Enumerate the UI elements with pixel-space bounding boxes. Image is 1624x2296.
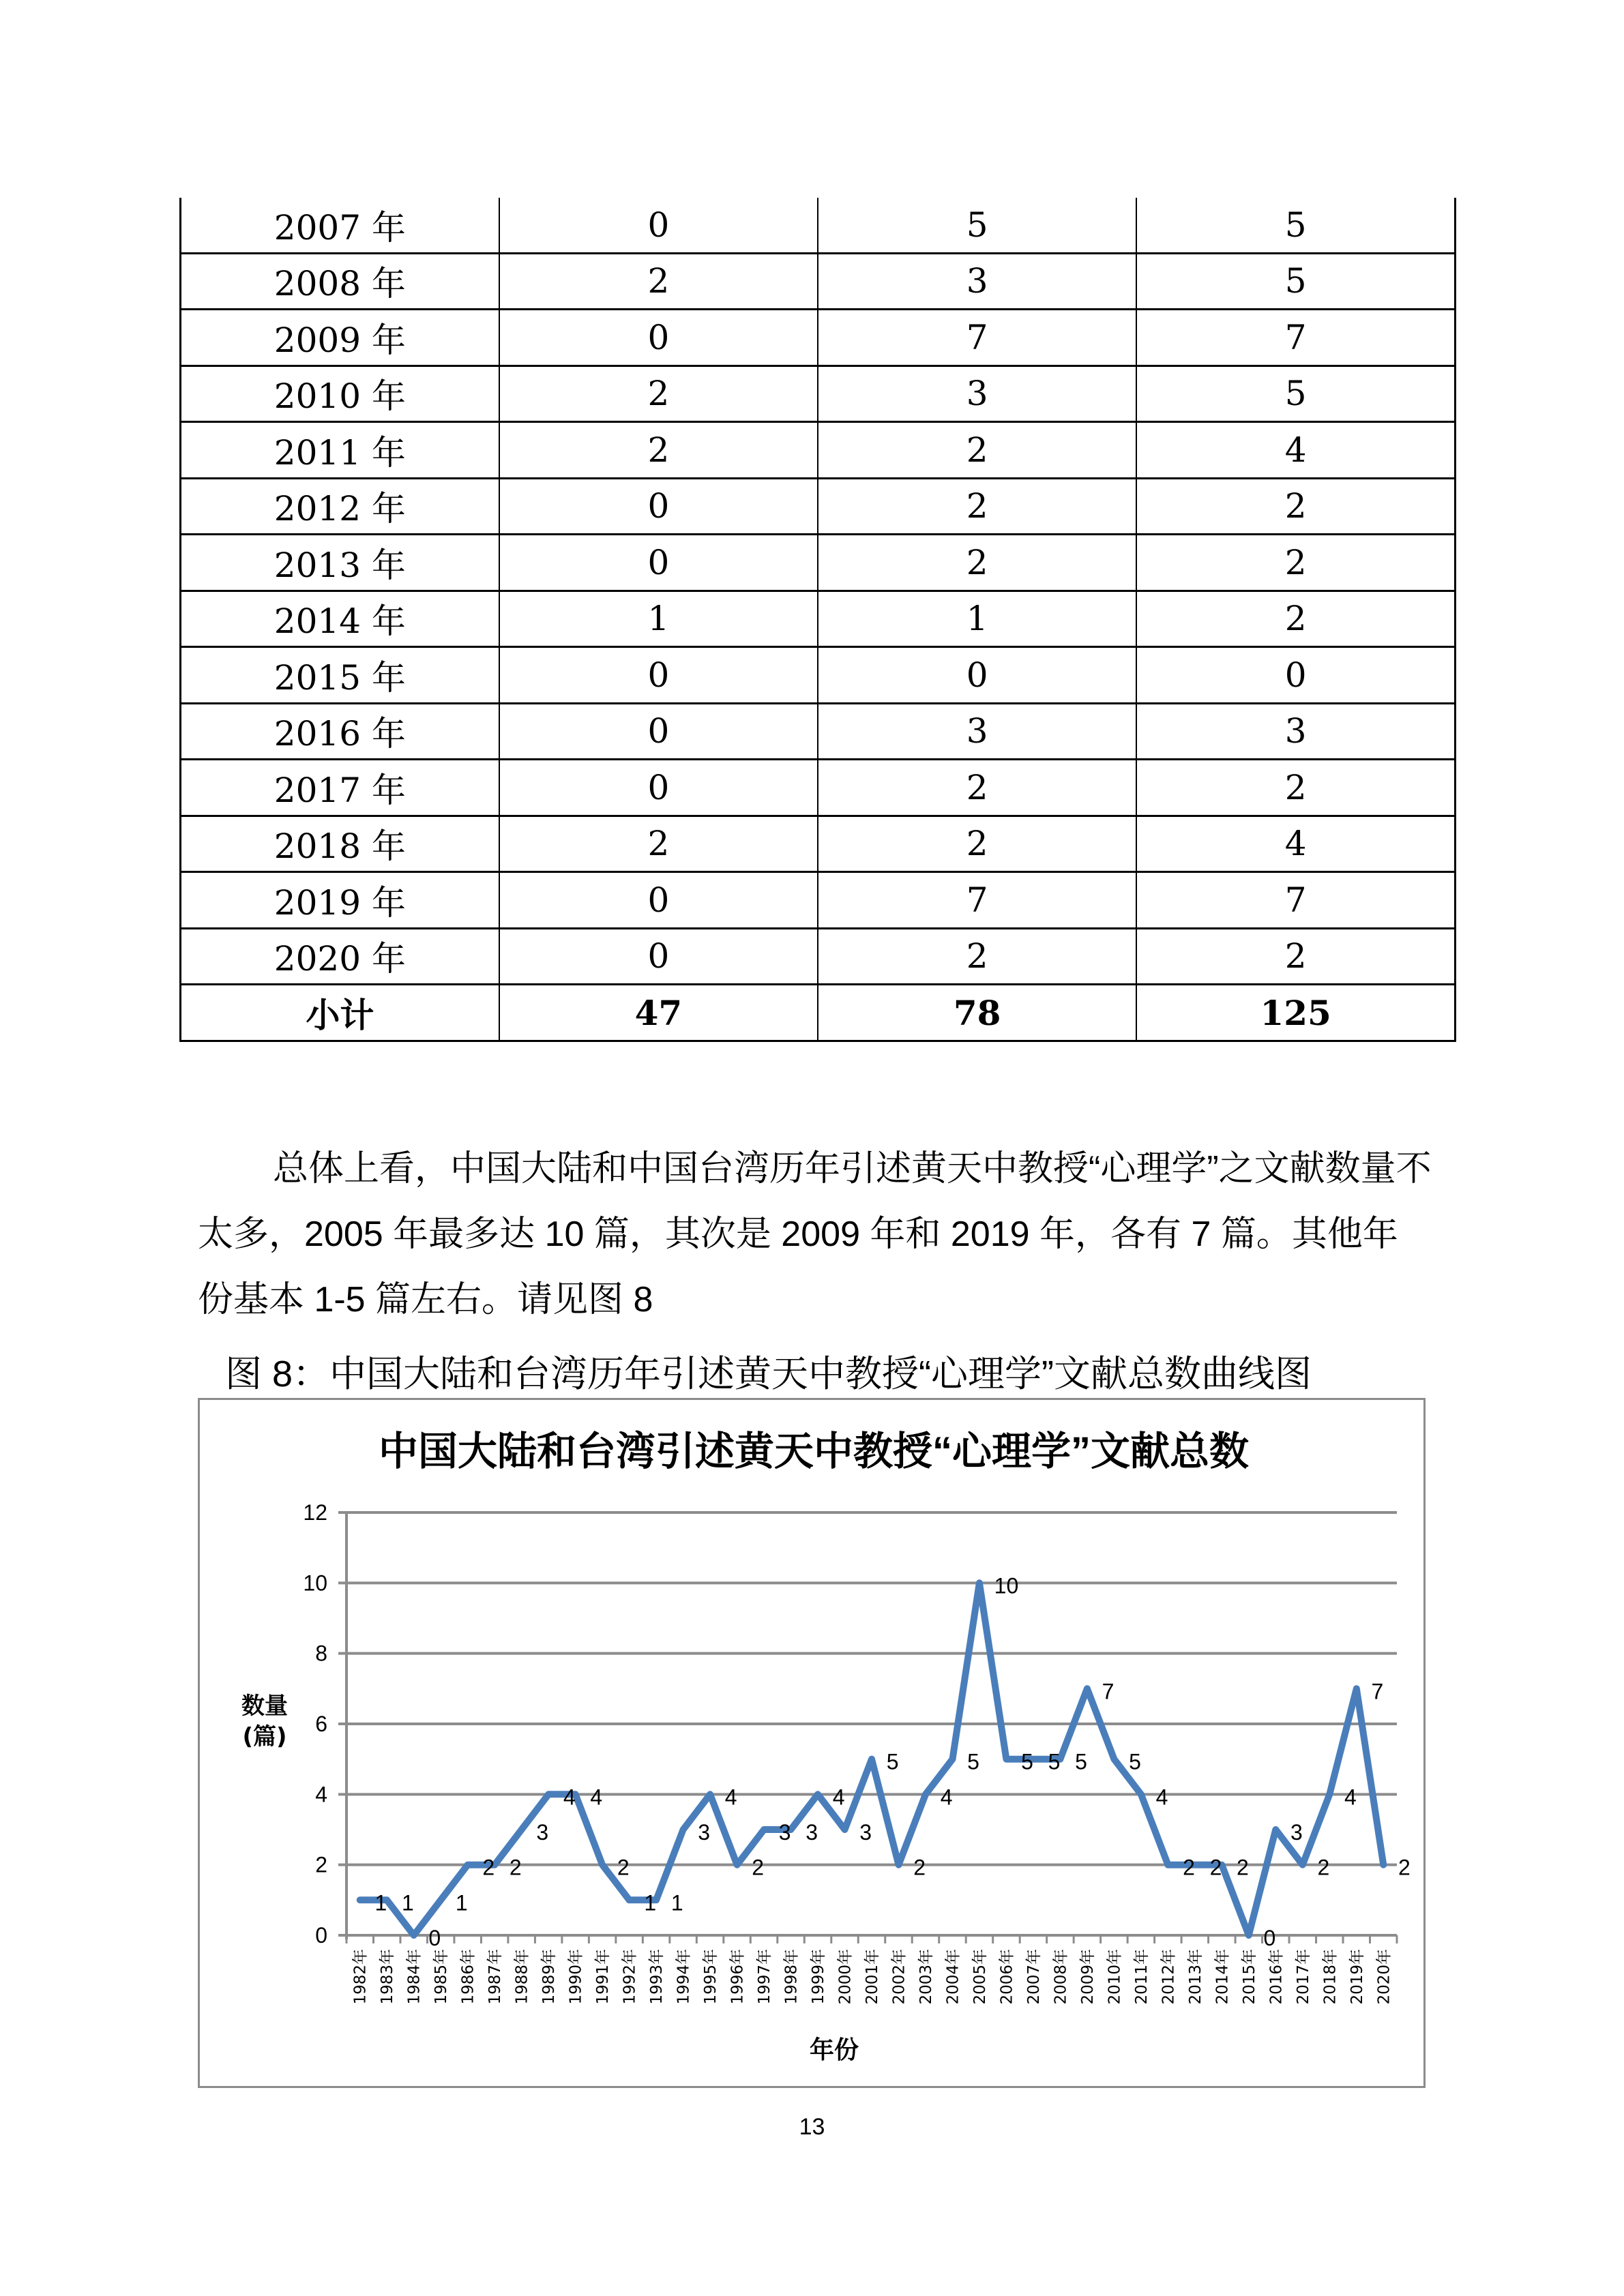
x-tick-label: 2003年 [917, 1949, 935, 2005]
subtotal-label: 小计 [181, 985, 499, 1041]
data-point [868, 1756, 875, 1763]
x-tick-label: 2017年 [1294, 1949, 1312, 2005]
x-tick-label: 1983年 [379, 1949, 397, 2005]
data-point [1353, 1685, 1360, 1692]
y-tick-label: 8 [315, 1641, 327, 1666]
x-tick-label: 2018年 [1321, 1949, 1340, 2005]
count-cell: 2 [1136, 478, 1455, 535]
data-point [1110, 1756, 1117, 1763]
count-cell: 3 [818, 253, 1136, 310]
data-label: 3 [698, 1820, 711, 1845]
count-cell: 4 [1136, 422, 1455, 479]
year-cell: 2010 年 [181, 366, 499, 422]
x-tick-label: 1985年 [432, 1949, 451, 2005]
count-cell: 0 [499, 478, 818, 535]
data-label: 1 [670, 1890, 683, 1915]
data-label: 2 [617, 1855, 630, 1880]
table-row [181, 928, 1456, 985]
count-cell: 3 [1136, 703, 1455, 760]
table-row [181, 647, 1456, 704]
data-point [680, 1826, 687, 1833]
data-point [707, 1791, 713, 1798]
data-point [411, 1932, 417, 1939]
y-tick-label: 2 [315, 1852, 327, 1877]
y-tick-label: 10 [303, 1570, 327, 1596]
count-cell: 2 [1136, 928, 1455, 985]
data-label: 4 [1155, 1785, 1168, 1810]
table-row [181, 591, 1456, 647]
table-row [181, 478, 1456, 535]
count-cell: 2 [1136, 591, 1455, 647]
year-cell: 2011 年 [181, 422, 499, 479]
x-tick-label: 2002年 [890, 1949, 909, 2005]
data-label: 2 [752, 1855, 765, 1880]
table-row [181, 253, 1456, 310]
x-tick-label: 2012年 [1160, 1949, 1178, 2005]
count-cell: 2 [1136, 760, 1455, 816]
year-cell: 2016 年 [181, 703, 499, 760]
line-chart [200, 1400, 1428, 2090]
count-cell: 0 [499, 198, 818, 253]
data-point [1326, 1791, 1333, 1798]
x-tick-label: 1993年 [648, 1949, 666, 2005]
data-point [761, 1826, 767, 1833]
year-cell: 2014 年 [181, 591, 499, 647]
data-point [491, 1862, 498, 1868]
data-label: 4 [724, 1785, 737, 1810]
x-tick-label: 1992年 [621, 1949, 639, 2005]
count-cell: 7 [818, 872, 1136, 929]
x-tick-label: 2011年 [1132, 1949, 1151, 2005]
data-point [949, 1756, 956, 1763]
y-tick-label: 12 [303, 1500, 327, 1525]
table-row [181, 535, 1456, 591]
summary-paragraph: 总体上看，中国大陆和中国台湾历年引述黄天中教授“心理学”之文献数量不太多，2005 年最多达 10 篇，其次是 2009 年和 2019 年，各有 7 篇。其他年份基本 1-5 篇左右。请见图 8 [198, 1149, 1432, 1320]
x-tick-label: 1991年 [594, 1949, 612, 2005]
x-tick-label: 2000年 [836, 1949, 855, 2005]
count-cell: 5 [1136, 198, 1455, 253]
data-point [383, 1896, 390, 1903]
y-tick-label: 6 [315, 1712, 327, 1736]
table-row [181, 703, 1456, 760]
data-label: 3 [859, 1820, 872, 1845]
x-tick-label: 2008年 [1052, 1949, 1070, 2005]
x-tick-label: 2014年 [1213, 1949, 1232, 2005]
count-cell: 7 [1136, 872, 1455, 929]
x-tick-label: 2016年 [1267, 1949, 1286, 2005]
year-cell: 2020 年 [181, 928, 499, 985]
data-point [734, 1862, 741, 1868]
y-tick-label: 4 [315, 1782, 327, 1807]
data-point [814, 1791, 821, 1798]
chart-title: 中国大陆和台湾引述黄天中教授“心理学”文献总数 [378, 1429, 1250, 1474]
count-cell: 1 [818, 591, 1136, 647]
data-label: 2 [1183, 1855, 1195, 1880]
count-cell: 2 [818, 422, 1136, 479]
y-axis-title-line-2: (篇) [242, 1723, 287, 1750]
x-axis-title: 年份 [809, 2036, 859, 2064]
x-tick-label: 2013年 [1186, 1949, 1205, 2005]
data-label: 2 [913, 1855, 926, 1880]
count-cell: 0 [499, 535, 818, 591]
data-label: 3 [778, 1820, 791, 1845]
x-tick-label: 2009年 [1078, 1949, 1097, 2005]
count-cell: 2 [1136, 535, 1455, 591]
data-label: 2 [1398, 1855, 1411, 1880]
count-cell: 0 [499, 310, 818, 366]
data-point [1299, 1862, 1306, 1868]
x-tick-label: 2015年 [1240, 1949, 1258, 2005]
count-cell: 0 [499, 760, 818, 816]
data-label: 4 [590, 1785, 603, 1810]
table-row [181, 760, 1456, 816]
count-cell: 5 [1136, 366, 1455, 422]
data-point [653, 1896, 660, 1903]
count-cell: 0 [818, 647, 1136, 704]
count-cell: 0 [1136, 647, 1455, 704]
count-cell: 7 [1136, 310, 1455, 366]
count-cell: 0 [499, 872, 818, 929]
data-point [895, 1862, 902, 1868]
data-point [976, 1579, 983, 1586]
figure-caption: 图 8：中国大陆和台湾历年引述黄天中教授“心理学”文献总数曲线图 [225, 1354, 1312, 1395]
gridlines [338, 1512, 1397, 1865]
data-label: 4 [940, 1785, 953, 1810]
x-tick-labels [352, 1949, 1393, 2005]
subtotal-row [181, 985, 1456, 1041]
data-label: 2 [1237, 1855, 1249, 1880]
x-tick-label: 1995年 [702, 1949, 720, 2005]
count-cell: 0 [499, 703, 818, 760]
table-row [181, 872, 1456, 929]
x-tick-label: 2001年 [863, 1949, 881, 2005]
year-cell: 2019 年 [181, 872, 499, 929]
data-point [842, 1826, 848, 1833]
x-tick-label: 1994年 [675, 1949, 693, 2005]
year-cell: 2009 年 [181, 310, 499, 366]
data-labels [357, 1573, 1411, 1950]
data-label: 4 [563, 1785, 576, 1810]
y-tick-labels [303, 1500, 327, 1948]
x-tick-label: 2020年 [1375, 1949, 1393, 2005]
subtotal-value: 78 [818, 985, 1136, 1041]
year-cell: 2007 年 [181, 198, 499, 253]
count-cell: 3 [818, 703, 1136, 760]
year-cell: 2017 年 [181, 760, 499, 816]
x-tick-label: 1998年 [782, 1949, 801, 2005]
table-row [181, 366, 1456, 422]
count-cell: 2 [818, 928, 1136, 985]
data-label: 5 [1075, 1749, 1087, 1774]
data-point [1084, 1685, 1091, 1692]
table-row [181, 310, 1456, 366]
x-tick-label: 1999年 [810, 1949, 828, 2005]
count-cell: 2 [499, 816, 818, 872]
x-tick-label: 1987年 [486, 1949, 505, 2005]
y-axis-title [241, 1693, 288, 1750]
count-cell: 2 [818, 478, 1136, 535]
x-tick-label: 2004年 [944, 1949, 962, 2005]
x-tick-label: 2005年 [971, 1949, 989, 2005]
x-tick-label: 2006年 [998, 1949, 1016, 2005]
page-number: 13 [799, 2114, 825, 2140]
x-tick-label: 2019年 [1348, 1949, 1366, 2005]
data-point [599, 1862, 606, 1868]
data-point [437, 1896, 444, 1903]
count-cell: 2 [499, 422, 818, 479]
data-label: 5 [967, 1749, 979, 1774]
data-point [1272, 1826, 1279, 1833]
year-cell: 2013 年 [181, 535, 499, 591]
data-label: 10 [994, 1573, 1019, 1598]
x-tick-label: 1996年 [728, 1949, 747, 2005]
x-tick-label: 1990年 [567, 1949, 585, 2005]
data-label: 2 [1317, 1855, 1330, 1880]
data-label: 0 [1263, 1926, 1276, 1950]
data-label: 2 [1209, 1855, 1222, 1880]
data-label: 2 [509, 1855, 522, 1880]
count-cell: 1 [499, 591, 818, 647]
count-cell: 2 [818, 760, 1136, 816]
data-point [1218, 1862, 1225, 1868]
y-axis-title-line-1: 数量 [241, 1693, 288, 1720]
y-tick-label: 0 [315, 1923, 327, 1948]
count-cell: 2 [818, 816, 1136, 872]
table-row [181, 422, 1456, 479]
data-point [1057, 1756, 1063, 1763]
data-point [572, 1791, 579, 1798]
year-cell: 2012 年 [181, 478, 499, 535]
count-cell: 0 [499, 928, 818, 985]
year-cell: 2018 年 [181, 816, 499, 872]
count-cell: 5 [1136, 253, 1455, 310]
year-cell: 2015 年 [181, 647, 499, 704]
data-label: 4 [832, 1785, 845, 1810]
count-cell: 2 [499, 366, 818, 422]
chart-container [198, 1398, 1426, 2088]
data-label: 1 [455, 1890, 468, 1915]
data-label: 5 [1129, 1749, 1141, 1774]
count-cell: 5 [818, 198, 1136, 253]
data-label: 3 [536, 1820, 549, 1845]
year-cell: 2008 年 [181, 253, 499, 310]
data-point [518, 1826, 525, 1833]
data-label: 7 [1102, 1679, 1114, 1704]
data-label: 3 [1290, 1820, 1303, 1845]
x-tick-label: 1989年 [540, 1949, 559, 2005]
count-cell: 2 [499, 253, 818, 310]
x-tick-label: 1997年 [756, 1949, 774, 2005]
count-cell: 0 [499, 647, 818, 704]
data-label: 2 [482, 1855, 495, 1880]
data-point [357, 1896, 364, 1903]
x-tick-label: 1986年 [459, 1949, 477, 2005]
count-cell: 2 [818, 535, 1136, 591]
data-label: 5 [886, 1749, 899, 1774]
data-point [626, 1896, 633, 1903]
table-row [181, 816, 1456, 872]
count-cell: 4 [1136, 816, 1455, 872]
x-tick-label: 1988年 [513, 1949, 531, 2005]
subtotal-value: 125 [1136, 985, 1455, 1041]
data-point [1164, 1862, 1171, 1868]
x-tick-label: 1982年 [351, 1949, 370, 2005]
data-point [1245, 1932, 1252, 1939]
x-tick-label: 1984年 [405, 1949, 424, 2005]
data-point [1003, 1756, 1009, 1763]
data-point [545, 1791, 552, 1798]
data-point [1192, 1862, 1198, 1868]
x-tick-label: 2010年 [1106, 1949, 1124, 2005]
data-label: 3 [806, 1820, 818, 1845]
table-row [181, 198, 1456, 253]
data-point [788, 1826, 795, 1833]
data-point [922, 1791, 929, 1798]
data-label: 0 [428, 1926, 441, 1950]
x-tick-label: 2007年 [1024, 1949, 1043, 2005]
count-cell: 7 [818, 310, 1136, 366]
data-label: 5 [1048, 1749, 1061, 1774]
yearly-count-table [179, 198, 1456, 1042]
data-point [1380, 1862, 1387, 1868]
data-label: 1 [374, 1890, 387, 1915]
data-label: 5 [1021, 1749, 1033, 1774]
data-label: 7 [1371, 1679, 1384, 1704]
data-point [464, 1862, 471, 1868]
data-point [1138, 1791, 1145, 1798]
data-label: 4 [1344, 1785, 1357, 1810]
data-label: 1 [401, 1890, 414, 1915]
subtotal-value: 47 [499, 985, 818, 1041]
count-cell: 3 [818, 366, 1136, 422]
data-label: 1 [644, 1890, 657, 1915]
data-point [1030, 1756, 1037, 1763]
